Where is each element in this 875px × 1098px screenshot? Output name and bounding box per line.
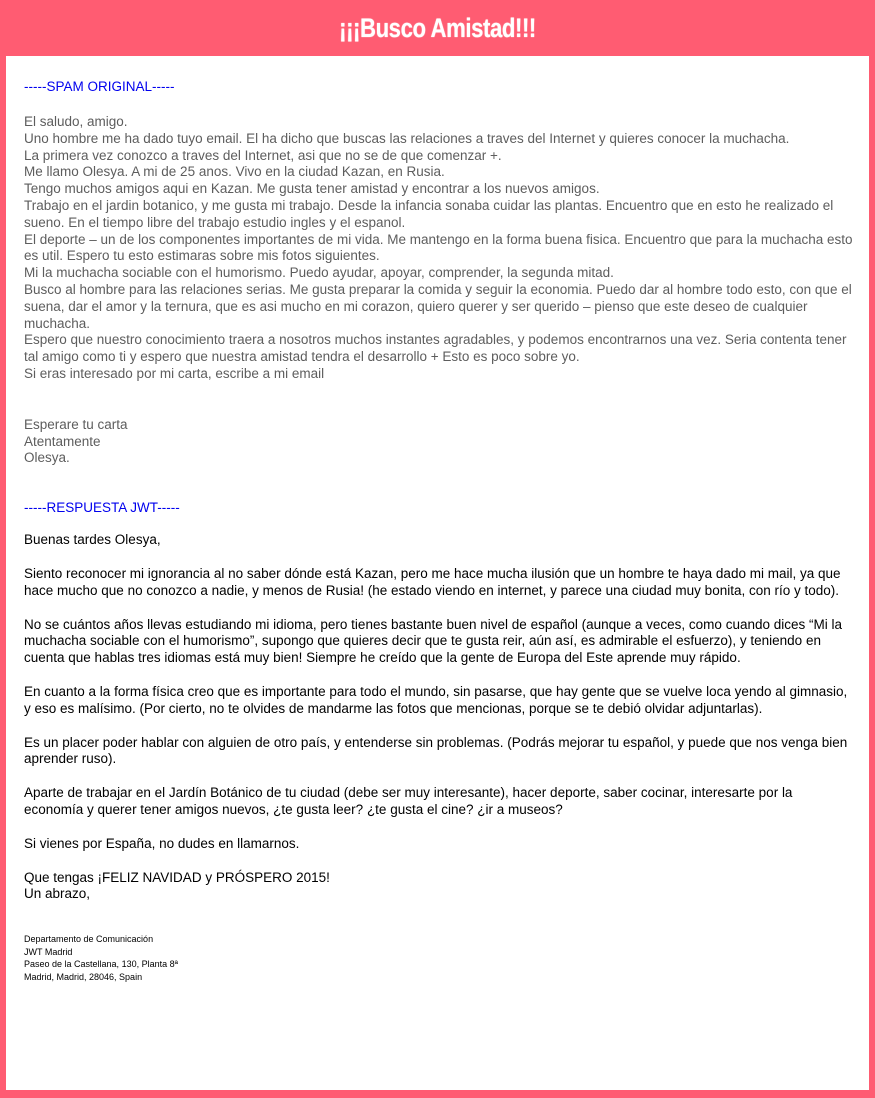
- signature-address-line: Madrid, Madrid, 28046, Spain: [24, 971, 143, 982]
- signature-company: JWT Madrid: [24, 946, 73, 957]
- email-panel: [6, 56, 869, 1090]
- reply-closing: [24, 870, 854, 904]
- signature-department: Departamento de Comunicación: [24, 934, 154, 945]
- reply-paragraph: En cuanto a la forma física creo que es importante para todo el mundo, sin pasarse, que hay gente que se vuelve loca yendo al gimnasio, y eso es malísimo. (Por cierto, no te olvides de mandarme las fotos que mencionas, porque se te debió olvidar adjuntarlas).: [24, 683, 848, 716]
- reply-section-title: -----RESPUESTA JWT-----: [24, 500, 180, 516]
- spam-line: El saludo, amigo.: [24, 114, 128, 129]
- spam-line: La primera vez conozco a traves del Internet, asi que no se de que comenzar +.: [24, 147, 502, 163]
- spam-line: Mi la muchacha sociable con el humorismo. Puedo ayudar, apoyar, comprender, la segunda mitad.: [24, 265, 614, 281]
- page-header: [79, 0, 797, 56]
- spam-line: Si eras interesado por mi carta, escribe a mi email: [24, 365, 325, 381]
- spam-closing-line: Olesya.: [24, 450, 70, 466]
- reply-greeting: Buenas tardes Olesya,: [24, 532, 161, 548]
- spam-section-title: -----SPAM ORIGINAL-----: [24, 79, 175, 94]
- spam-closing-line: Esperare tu carta: [24, 416, 128, 432]
- spam-closing-line: Atentamente: [24, 433, 101, 449]
- spam-line: Tengo muchos amigos aqui en Kazan. Me gusta tener amistad y encontrar a los nuevos amigos.: [24, 181, 600, 197]
- signature: [24, 933, 854, 983]
- reply-closing-line: Un abrazo,: [24, 886, 91, 902]
- spam-line: Uno hombre me ha dado tuyo email. El ha dicho que buscas las relaciones a traves del Internet y quieres conocer la muchacha.: [24, 130, 790, 146]
- email-content: [24, 76, 854, 983]
- spam-line: Me llamo Olesya. A mi de 25 anos. Vivo en la ciudad Kazan, en Rusia.: [24, 164, 445, 180]
- spam-line: Trabajo en el jardin botanico, y me gusta mi trabajo. Desde la infancia sonaba cuidar las plantas. Encuentro que en esto he realizado el sueno. En el tiempo libre del trabajo estudio ingles y el espanol.: [24, 197, 834, 230]
- spam-closing: [24, 417, 854, 467]
- spam-body: [24, 114, 854, 383]
- spam-line: Espero que nuestro conocimiento traera a nosotros muchos instantes agradables, y podemos encontrarnos una vez. Seria contenta tener tal amigo como ti y espero que nuestra amistad tendra el desarrollo + Esto es poco sobre yo.: [24, 332, 847, 365]
- reply-paragraph: Es un placer poder hablar con alguien de otro país, y entenderse sin problemas. (Podrás mejorar tu español, y puede que nos venga bien aprender ruso).: [24, 734, 848, 767]
- reply-closing-line: Que tengas ¡FELIZ NAVIDAD y PRÓSPERO 2015!: [24, 869, 330, 885]
- spam-line: El deporte – un de los componentes importantes de mi vida. Me mantengo en la forma buena fisica. Encuentro que para la muchacha esto es util. Espero tu esto estimaras sobre mis fotos siguientes.: [24, 231, 853, 264]
- reply-paragraph: Siento reconocer mi ignorancia al no saber dónde está Kazan, pero me hace mucha ilusión que un hombre te haya dado mi mail, ya que hace mucho que no conozco a nadie, y menos de Rusia! (he estado viendo en internet, y parece una ciudad muy bonita, con río y todo).: [24, 565, 841, 598]
- reply-paragraph: Aparte de trabajar en el Jardín Botánico de tu ciudad (debe ser muy interesante), hacer deporte, saber cocinar, interesarte por la economía y querer tener amigos nuevos, ¿te gusta leer? ¿te gusta el cine? ¿ir a museos?: [24, 785, 793, 817]
- reply-paragraph: No se cuántos años llevas estudiando mi idioma, pero tienes bastante buen nivel de español (aunque a veces, como cuando dices “Mi la muchacha sociable con el humorismo”, supongo que quieres decir que te gusta reir, aún así, es admirable el esfuerzo), y teniendo en cuenta que hablas tres idiomas está muy bien! Siempre he creído que la gente de Europa del Este aprende muy rápido.: [24, 616, 842, 666]
- spam-line: Busco al hombre para las relaciones serias. Me gusta preparar la comida y seguir la economia. Puedo dar al hombre todo esto, con que el suena, dar el amor y la ternura, que es asi mucho en mi corazon, quiero querer y ser querido – pienso que este deseo de cualquier muchacha.: [24, 281, 852, 331]
- page-title: ¡¡¡Busco Amistad!!!: [339, 12, 536, 43]
- signature-address-line: Paseo de la Castellana, 130, Planta 8ª: [24, 959, 178, 970]
- reply-paragraph: Si vienes por España, no dudes en llamarnos.: [24, 835, 300, 851]
